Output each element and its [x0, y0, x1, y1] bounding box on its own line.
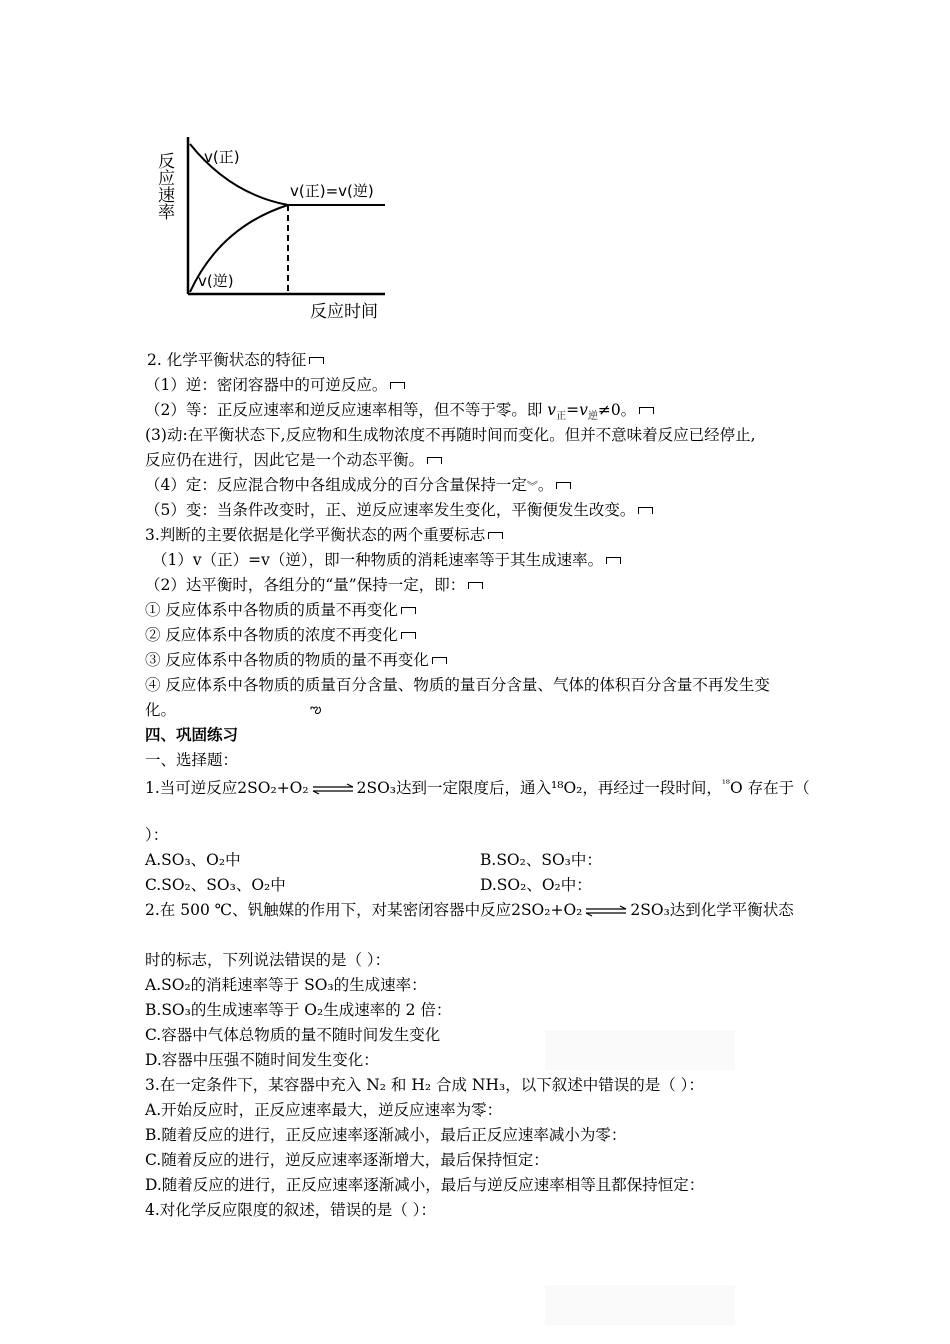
- reversible-arrow-icon: [311, 783, 355, 795]
- q2-option-c: C.容器中气体总物质的量不随时间发生变化: [145, 1026, 441, 1044]
- q2-stem-cont: 时的标志，下列说法错误的是（ ）：: [145, 951, 391, 969]
- small-mark-icon: ︾: [526, 480, 538, 493]
- criterion-3: ③ 反应体系中各物质的物质的量不再变化: [145, 650, 447, 670]
- q1-option-d: D.SO₂、O₂中：: [480, 876, 592, 894]
- scribble-icon: ఌ: [310, 702, 322, 717]
- forward-curve-label: v(正): [204, 148, 240, 166]
- rate-time-figure: [154, 132, 390, 327]
- section2-item1: （1）逆：密闭容器中的可逆反应。: [145, 375, 405, 395]
- section2-item2: （2）等：正反应速率和逆反应速率相等，但不等于零。即 $v_正=v_逆\ne 0$。: [145, 400, 654, 427]
- reverse-curve-label: v(逆): [198, 272, 234, 290]
- reversible-arrow-icon: [584, 905, 628, 917]
- criterion-1: ① 反应体系中各物质的质量不再变化: [145, 600, 416, 620]
- section4-sub: 一、选择题：: [145, 751, 239, 769]
- section2-item3-cont: 反应仍在进行，因此它是一个动态平衡。: [145, 450, 442, 470]
- equal-label: v(正)=v(逆): [290, 182, 374, 200]
- section2-item4: （4）定：反应混合物中各组成成分的百分含量保持一定︾。: [145, 475, 571, 497]
- q1-stem: 1.当可逆反应2SO₂+O₂ 2SO₃达到一定限度后，通入¹⁸O₂，再经过一段时间，$^{^{18}}$O 存在于（: [145, 779, 810, 798]
- q3-option-b: B.随着反应的进行，正反应速率逐渐减小，最后正反应速率减小为零：: [145, 1126, 627, 1144]
- y-axis-label: 反应速率: [154, 152, 174, 220]
- q3-option-a: A.开始反应时，正反应速率最大，逆反应速率为零：: [145, 1101, 503, 1119]
- watermark-logo: [545, 1285, 735, 1325]
- section2-item3: (3)动:在平衡状态下,反应物和生成物浓度不再随时间而变化。但并不意味着反应已经停止,: [145, 426, 756, 444]
- section3-title: 3.判断的主要依据是化学平衡状态的两个重要标志: [145, 525, 503, 545]
- q3-option-c: C.随着反应的进行，逆反应速率逐渐增大，最后保持恒定：: [145, 1151, 549, 1169]
- criterion-2: ② 反应体系中各物质的浓度不再变化: [145, 625, 416, 645]
- q2-option-b: B.SO₃的生成速率等于 O₂生成速率的 2 倍：: [145, 1001, 452, 1019]
- q3-option-d: D.随着反应的进行，正反应速率逐渐减小，最后与逆反应速率相等且都保持恒定：: [145, 1176, 705, 1194]
- q2-stem: 2.在 500 ℃、钒触媒的作用下，对某密闭容器中反应2SO₂+O₂ 2SO₃达到化学平衡状态: [145, 901, 794, 919]
- section4-title: 四、巩固练习: [145, 726, 239, 744]
- q2-option-a: A.SO₂的消耗速率等于 SO₃的生成速率：: [145, 976, 427, 994]
- q1-option-a: A.SO₃、O₂中: [145, 851, 241, 869]
- q1-option-b: B.SO₂、SO₃中：: [480, 851, 602, 869]
- q1-options-row2: [145, 875, 805, 895]
- q4-stem: 4.对化学反应限度的叙述，错误的是（ ）：: [145, 1201, 436, 1219]
- watermark-logo: [545, 1030, 735, 1070]
- q3-stem: 3.在一定条件下，某容器中充入 N₂ 和 H₂ 合成 NH₃，以下叙述中错误的是（ ）：: [145, 1076, 704, 1094]
- section2-item5: （5）变：当条件改变时，正、逆反应速率发生变化，平衡便发生改变。: [145, 500, 653, 520]
- q1-option-c: C.SO₂、SO₃、O₂中: [145, 876, 286, 894]
- criterion-4-cont: 化。 ఌ: [145, 701, 322, 719]
- section3-item2: （2）达平衡时，各组分的“量”保持一定，即：: [145, 575, 483, 595]
- q1-options-row1: [145, 850, 805, 870]
- q2-option-d: D.容器中压强不随时间发生变化：: [145, 1051, 379, 1069]
- x-axis-label: 反应时间: [310, 302, 378, 322]
- section2-title: 2. 化学平衡状态的特征: [147, 350, 324, 370]
- q1-stem-end: ）：: [145, 826, 169, 844]
- section3-item1: （1）v（正）=v（逆），即一种物质的消耗速率等于其生成速率。: [152, 550, 621, 570]
- criterion-4: ④ 反应体系中各物质的质量百分含量、物质的量百分含量、气体的体积百分含量不再发生变: [145, 676, 770, 694]
